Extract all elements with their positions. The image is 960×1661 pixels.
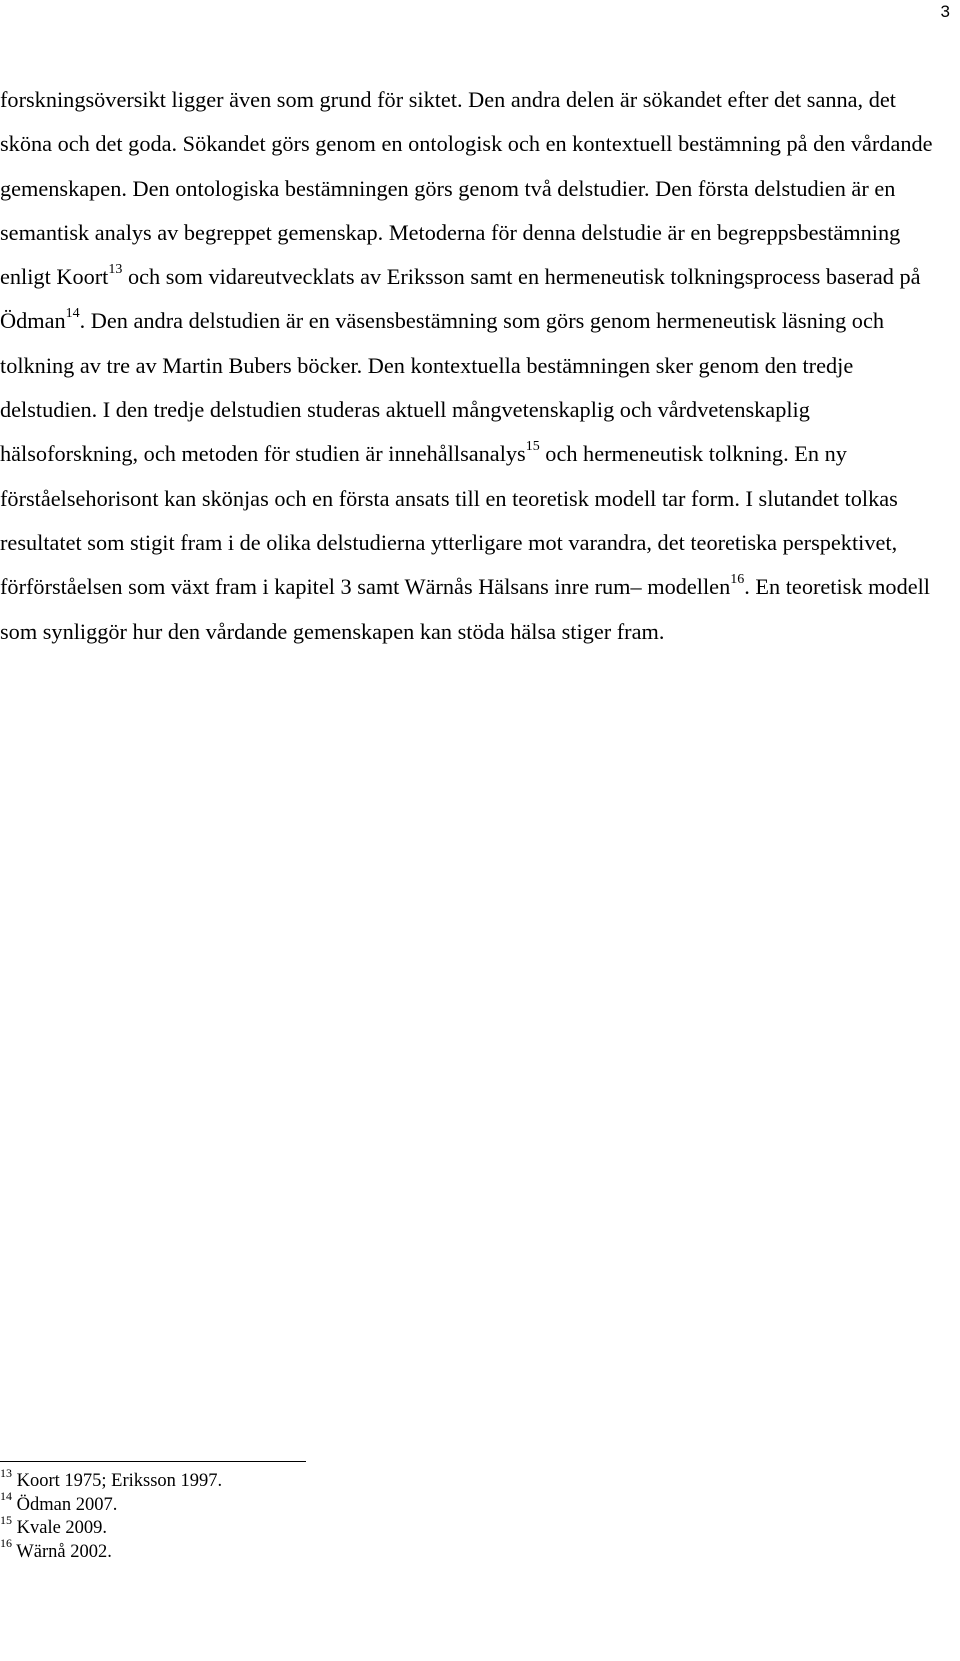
- page-number: 3: [940, 2, 950, 21]
- footnote-reference: 16: [730, 571, 745, 587]
- footnote: [0, 1536, 900, 1565]
- paragraph-text: och som vidareutvecklats av Eriksson samt en hermeneutisk tolkningsprocess baserad på Ödman: [0, 264, 921, 334]
- footnote-number: 14: [0, 1489, 12, 1504]
- footnote-text: Kvale 2009.: [12, 1518, 108, 1538]
- paragraph-text: och hermeneutisk tolkning. En ny förståelsehorisont kan skönjas och en första ansats till en teoretisk modell tar form. I slutandet tolkas resultatet som stigit fram i de olika delstudierna ytterligare mot varandra, det teoretiska perspektivet, förförståelsen som växt fram i kapitel 3 samt Wärnås Hälsans inre rum– modellen: [0, 441, 898, 600]
- footnote-number: 13: [0, 1465, 12, 1480]
- footnote-number: 15: [0, 1512, 12, 1527]
- footnote-reference: 13: [108, 261, 123, 277]
- paragraph-text: forskningsöversikt ligger även som grund för siktet. Den andra delen är sökandet efter det sanna, det sköna och det goda. Sökandet görs genom en ontologisk och en kontextuell bestämning på den vårdande gemenskapen. Den ontologiska bestämningen görs genom två delstudier. Den första delstudien är en semantisk analys av begreppet gemenskap. Metoderna för denna delstudie är en begreppsbestämning enligt Koort: [0, 87, 933, 290]
- footnote-text: Ödman 2007.: [12, 1494, 118, 1515]
- footnote-number: 16: [0, 1536, 12, 1551]
- footnote-separator: [0, 1461, 306, 1462]
- footnote: [0, 1512, 900, 1541]
- footnote-reference: 14: [65, 306, 80, 322]
- paragraph-text: . En teoretisk modell som synliggör hur den vårdande gemenskapen kan stöda hälsa stiger fram.: [0, 574, 931, 644]
- footnote: [0, 1489, 900, 1518]
- footnote-text: Wärnå 2002.: [12, 1541, 112, 1562]
- body-paragraph: [0, 78, 935, 654]
- footnote: [0, 1465, 900, 1494]
- footnote-text: Koort 1975; Eriksson 1997.: [12, 1471, 223, 1491]
- footnotes: [0, 1465, 900, 1564]
- footnote-reference: 15: [525, 438, 540, 454]
- paragraph-text: . Den andra delstudien är en väsensbestämning som görs genom hermeneutisk läsning och tolkning av tre av Martin Bubers böcker. Den kontextuella bestämningen sker genom den tredje delstudien. I den tredje delstudien studeras aktuell mångvetenskaplig och vårdvetenskaplig hälsoforskning, och metoden för studien är innehållsanalys: [0, 308, 884, 467]
